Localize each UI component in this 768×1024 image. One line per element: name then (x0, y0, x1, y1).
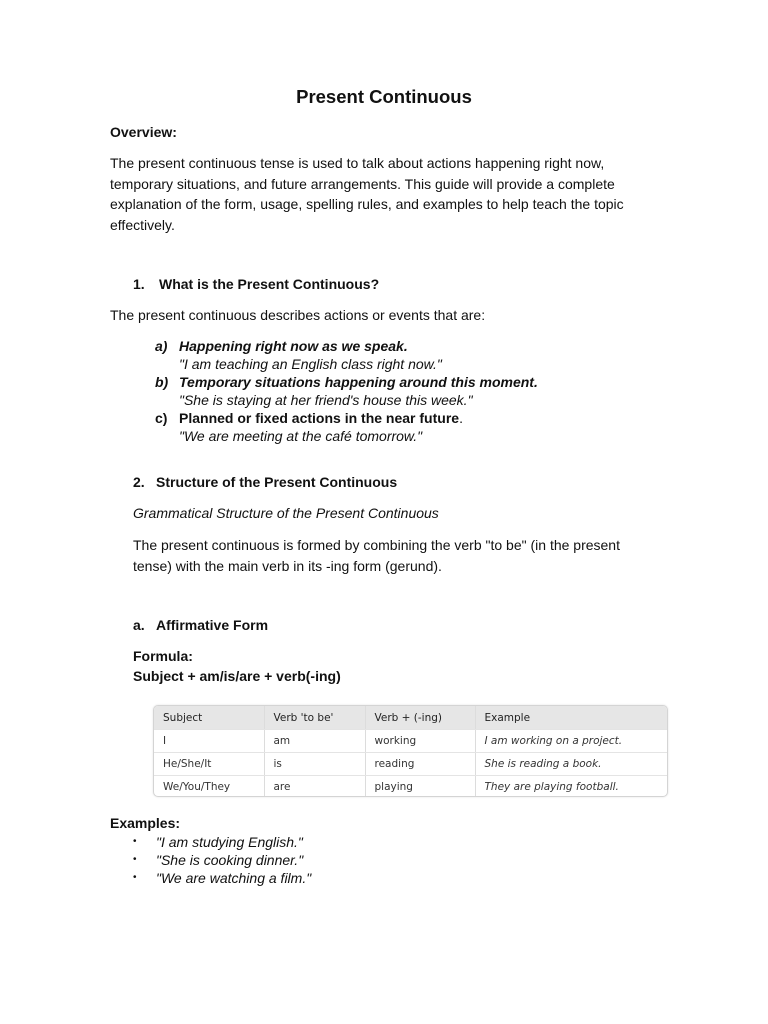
table-cell: We/You/They (154, 776, 264, 798)
bullet-icon: • (133, 836, 137, 847)
table-row (154, 776, 667, 798)
example-text: "I am studying English." (156, 834, 303, 850)
examples-label: Examples: (110, 815, 181, 831)
list-item-label: b) (155, 374, 169, 390)
list-item-label: a) (155, 338, 168, 354)
overview-label: Overview: (110, 124, 177, 140)
table-header-cell: Verb 'to be' (264, 706, 365, 730)
table-header-cell: Subject (154, 706, 264, 730)
list-item-text: Planned or fixed actions in the near future (179, 410, 460, 426)
section-heading-text: Structure of the Present Continuous (156, 474, 398, 490)
section-number: 2. (133, 474, 145, 490)
table-cell: working (365, 730, 475, 753)
section-heading-text: What is the Present Continuous? (159, 276, 380, 292)
overview-line: explanation of the form, usage, spelling rules, and examples to help teach the topic (110, 196, 624, 212)
affirmative-heading (133, 617, 268, 633)
subsection-letter: a. (133, 617, 145, 633)
table-header-cell: Example (475, 706, 667, 730)
formula: Subject + am/is/are + verb(-ing) (133, 668, 341, 684)
bullet-icon: • (133, 872, 137, 883)
list-item (133, 833, 311, 851)
list-item (133, 869, 311, 887)
table-header-cell: Verb + (-ing) (365, 706, 475, 730)
list-item-text: Happening right now as we speak. (179, 338, 408, 354)
example-text: "She is cooking dinner." (156, 852, 304, 868)
table-cell: He/She/It (154, 753, 264, 776)
bullet-icon: • (133, 854, 137, 865)
table-cell: is (264, 753, 365, 776)
table-cell: They are playing football. (484, 781, 619, 793)
section-number: 1. (133, 276, 145, 292)
list-item (155, 337, 538, 373)
list-item-text-suffix: . (459, 410, 463, 426)
table-cell: reading (365, 753, 475, 776)
section-2-subtitle: Grammatical Structure of the Present Continuous (133, 505, 439, 521)
table-header-row (154, 706, 667, 730)
structure-line: The present continuous is formed by combining the verb "to be" (in the present (133, 537, 620, 553)
table-cell: I (154, 730, 264, 753)
list-item-example: "We are meeting at the café tomorrow." (179, 428, 423, 444)
list-item (155, 409, 538, 445)
structure-paragraph (133, 535, 663, 576)
list-item (155, 373, 538, 409)
section-1-heading (133, 276, 379, 292)
table-cell: She is reading a book. (475, 753, 667, 776)
examples-list (133, 833, 311, 887)
overview-line: temporary situations, and future arrangements. This guide will provide a complete (110, 175, 615, 192)
section-1-intro: The present continuous describes actions or events that are: (110, 307, 486, 323)
overview-line: The present continuous tense is used to talk about actions happening right now, (110, 155, 605, 171)
list-item-label: c) (155, 410, 168, 426)
table-cell: are (264, 776, 365, 798)
list-item-example: "I am teaching an English class right now." (179, 356, 442, 372)
overview-line: effectively. (110, 216, 175, 233)
subsection-heading-text: Affirmative Form (156, 617, 269, 633)
example-text: "We are watching a film." (156, 870, 312, 886)
affirmative-table (153, 705, 668, 797)
overview-paragraph (110, 153, 662, 235)
list-item (133, 851, 311, 869)
page-title: Present Continuous (296, 86, 472, 107)
formula-label: Formula: (133, 648, 193, 664)
table-row (154, 753, 667, 776)
usage-list (155, 337, 538, 445)
list-item-text: Temporary situations happening around this moment. (179, 374, 538, 390)
table-cell: playing (365, 776, 475, 798)
table-row (154, 730, 667, 753)
section-2-heading (133, 474, 397, 490)
table-cell: am (264, 730, 365, 753)
list-item-example: "She is staying at her friend's house this week." (179, 392, 473, 408)
table-cell: I am working on a project. (475, 730, 667, 753)
structure-line: tense) with the main verb in its -ing form (gerund). (133, 557, 442, 574)
